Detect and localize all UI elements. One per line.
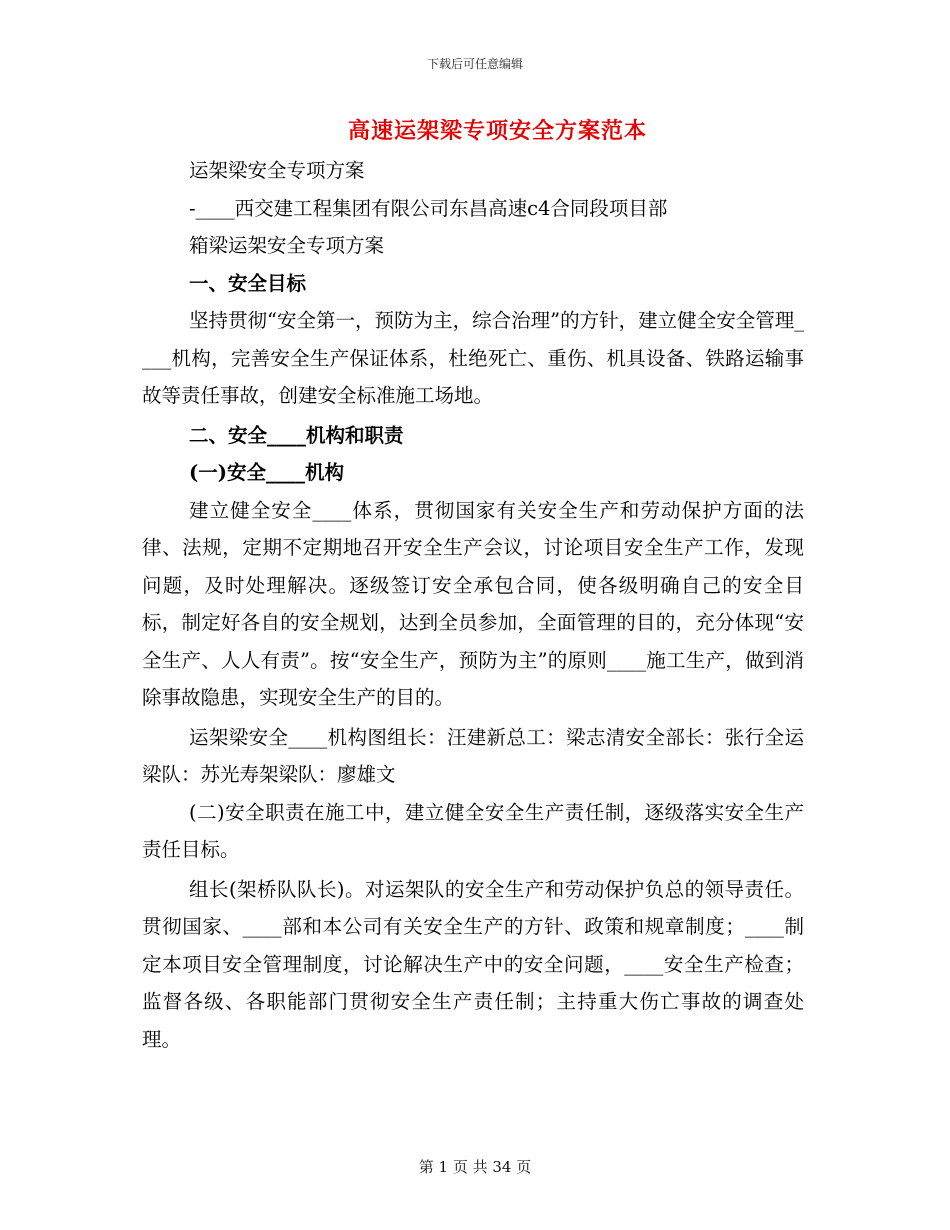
paragraph-safety-goal: 坚持贯彻“安全第一，预防为主，综合治理”的方针，建立健全安全管理____机构，完善安全生产保证体系，杜绝死亡、重伤、机具设备、铁路运输事故等责任事故，创建安全标准施工场地。 <box>142 309 804 407</box>
paragraph-plan-name: 箱梁运架安全专项方案 <box>189 234 385 257</box>
paragraph-company: -____西交建工程集团有限公司东昌高速c4合同段项目部 <box>189 196 668 220</box>
header-note: 下载后可任意编辑 <box>426 57 523 71</box>
paragraph-safety-system: 建立健全安全____体系，贯彻国家有关安全生产和劳动保护方面的法律、法规，定期不定期地召开安全生产会议，讨论项目安全生产工作，发现问题，及时处理解决。逐级签订安全承包合同，使各级明确自己的安全目标，制定好各自的安全规划，达到全员参加，全面管理的目的，充分体现“安全生产、人人有责”。按“安全生产，预防为主”的原则____施工生产，做到消除事故隐患，实现安全生产的目的。 <box>142 498 804 709</box>
paragraph-leader-duties: 组长(架桥队队长)。对运架队的安全生产和劳动保护负总的领导责任。贯彻国家、____部和本公司有关安全生产的方针、政策和规章制度；____制定本项目安全管理制度，讨论解决生产中的安全问题，____安全生产检查；监督各级、各职能部门贯彻安全生产责任制；主持重大伤亡事故的调查处理。 <box>142 877 804 1051</box>
document-title: 高速运架梁专项安全方案范本 <box>347 118 647 144</box>
paragraph-subtitle: 运架梁安全专项方案 <box>189 159 365 182</box>
paragraph-org-chart: 运架梁安全____机构图组长：汪建新总工：梁志清安全部长：张行全运梁队：苏光寿架梁队：廖雄文 <box>142 725 804 786</box>
section-heading-2: 二、安全____机构和职责 <box>189 423 404 447</box>
paragraph-safety-duties: (二)安全职责在施工中，建立健全安全生产责任制，逐级落实安全生产责任目标。 <box>142 800 804 861</box>
document-body <box>142 152 804 1058</box>
section-heading-1: 一、安全目标 <box>189 271 307 295</box>
subsection-heading-1: (一)安全____机构 <box>189 461 344 484</box>
page-footer: 第 1 页 共 34 页 <box>418 1158 532 1176</box>
